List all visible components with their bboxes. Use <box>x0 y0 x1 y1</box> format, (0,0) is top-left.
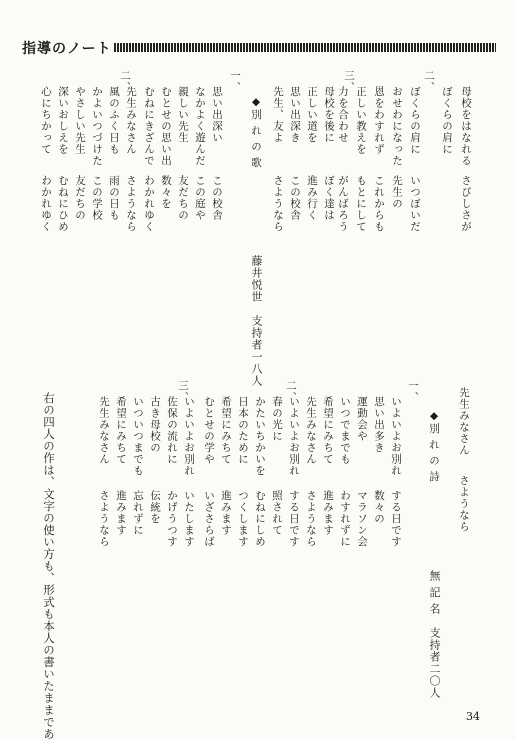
poem-line: かげうつす <box>166 490 178 548</box>
poem-line: 希望にみちて <box>322 396 334 465</box>
poem-line: 希望にみちて <box>115 396 127 465</box>
poem-line: いよいよお別れ <box>390 396 402 477</box>
poem-line: 友だちの <box>74 175 86 221</box>
stanza-number: 二、 <box>423 70 435 93</box>
poem-line: 進みます <box>220 490 232 536</box>
poem-line: する日です <box>288 490 300 548</box>
poem-line: 力を合わせ <box>337 86 349 144</box>
poem-line: 日本のために <box>237 396 249 465</box>
poem-line: 思い出多き <box>373 396 385 454</box>
poem-line: 先生、友よ <box>272 86 284 144</box>
poem-line: 先生の <box>391 175 403 210</box>
poem-line: むねにきざんで <box>143 86 155 167</box>
poem-line: この校舎 <box>211 175 223 221</box>
poem-line: 親しい先生 <box>177 86 189 144</box>
poem-line: 希望にみちて <box>220 396 232 465</box>
poem-line: 母校を後に <box>323 86 335 144</box>
poem-line: 佐保の流れに <box>166 396 178 465</box>
poem-line: 数々を <box>160 175 172 210</box>
poem-line: さようなら <box>98 490 110 548</box>
poem-line: 先生みなさん <box>98 396 110 465</box>
poem-line: かたいちかいを <box>254 396 266 477</box>
poem-line: なかよく遊んだ <box>194 86 206 167</box>
poem-line: 春の光に <box>271 396 283 442</box>
poem-line: いたします <box>183 490 195 548</box>
poem-line: いざさらば <box>203 490 215 548</box>
poem-line: 正しい道を <box>306 86 318 144</box>
poem-line: この庭や <box>194 175 206 221</box>
poem-line: かよいつづけた <box>91 86 103 167</box>
poem-line: もとにして <box>355 175 367 233</box>
poem-line: さようなら <box>272 175 284 233</box>
poem-line: わかれゆく <box>40 175 52 233</box>
poem-line: いつでまでも <box>339 396 351 465</box>
stanza-number: 一、 <box>229 70 241 93</box>
poem-line: むとせの思い出 <box>160 86 172 167</box>
poem-line: 心にちかって <box>40 86 52 155</box>
header-rule <box>114 43 496 52</box>
poem-line: さようなら <box>458 475 470 533</box>
poem-line: 思い出深き <box>289 86 301 144</box>
poem-line: ぼくらの肩に <box>441 86 453 155</box>
poem-line: いよいよお別れ <box>183 396 195 477</box>
poem-author: 無 記 名 支持者二〇人 <box>428 570 441 699</box>
poem-title: ◆別 れ の 歌 <box>250 96 262 169</box>
poem-line: 母校をはなれる <box>460 86 472 167</box>
poem-line: 忘れずに <box>132 490 144 536</box>
poem-line: 風のふく日も <box>108 86 120 155</box>
poem-line: わかれゆく <box>143 175 155 233</box>
stanza-number: 二、 <box>119 70 131 93</box>
poem-line: 先生みなさん <box>125 86 137 155</box>
poem-author: 藤井悦世 支持者一八人 <box>250 255 263 387</box>
poem-line: 正しい教えを <box>355 86 367 155</box>
poem-line: これからも <box>373 175 385 233</box>
stanza-number: 一、 <box>407 380 419 403</box>
poem-line: さようなら <box>305 490 317 548</box>
poem-line: いつぼいだ <box>409 175 421 233</box>
poem-title: ◆別 れ の 詩 <box>428 410 440 483</box>
poem-line: 古き母校の <box>149 396 161 454</box>
poem-line: おせわになった <box>391 86 403 167</box>
poem-line: 先生みなさん <box>305 396 317 465</box>
stanza-number: 三、 <box>177 380 189 403</box>
poem-line: 進み行く <box>306 175 318 221</box>
poem-line: やさしい先生 <box>74 86 86 155</box>
stanza-number: 三、 <box>343 70 355 93</box>
poem-line: 深いおしえを <box>57 86 69 155</box>
section-title: 指導のノート <box>22 41 112 57</box>
poem-line: ぼく達は <box>323 175 335 221</box>
poem-line: つくします <box>237 490 249 548</box>
poem-line: 思い出深い <box>211 86 223 144</box>
page-header <box>22 36 496 58</box>
poem-line: 恩をわすれず <box>373 86 385 155</box>
poem-line: 友だちの <box>177 175 189 221</box>
poem-line: 伝統を <box>149 490 161 525</box>
page-number: 34 <box>466 710 480 723</box>
stanza-number: 二、 <box>285 380 297 403</box>
poem-line: さようなら <box>125 175 137 233</box>
poem-line: さびしさが <box>460 175 472 233</box>
poem-line: この学校 <box>91 175 103 221</box>
editorial-note: 右の四人の作は、文字の使い方も、形式も本人の書いたままであ <box>42 392 56 740</box>
poem-line: 運動会や <box>356 396 368 442</box>
poem-line: むとせの学や <box>203 396 215 465</box>
poem-line: この校舎 <box>289 175 301 221</box>
poem-line: 数々の <box>373 490 385 525</box>
poem-line: 照されて <box>271 490 283 536</box>
poem-line: 進みます <box>322 490 334 536</box>
poem-line: むねにしめ <box>254 490 266 548</box>
poem-line: いついつまでも <box>132 396 144 477</box>
poem-line: むねにひめ <box>57 175 69 233</box>
poem-line: 雨の日も <box>108 175 120 221</box>
poem-line: ぼくらの肩に <box>409 86 421 155</box>
poem-line: いよいよお別れ <box>288 396 300 477</box>
poem-line: わすれずに <box>339 490 351 548</box>
poem-line: 先生みなさん <box>458 387 470 456</box>
poem-line: する日です <box>390 490 402 548</box>
poem-line: 進みます <box>115 490 127 536</box>
poem-line: マラソン会 <box>356 490 368 548</box>
poem-line: がんばろう <box>337 175 349 233</box>
